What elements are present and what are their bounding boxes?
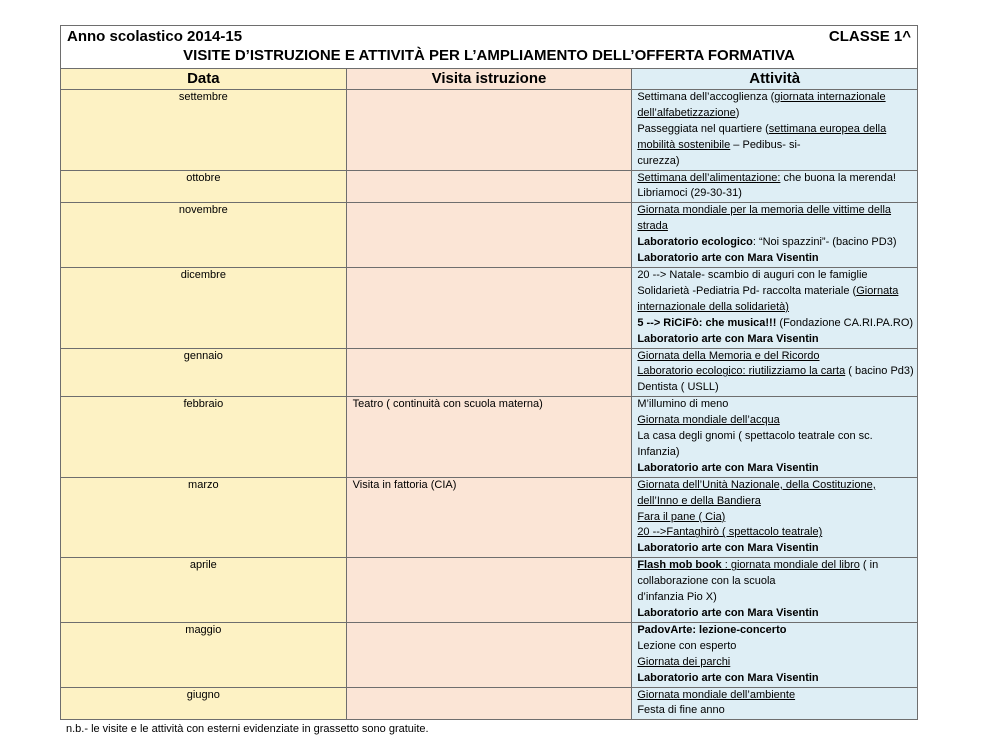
- activity-line: [637, 525, 914, 541]
- visit-cell: [346, 687, 632, 720]
- activity-line: [637, 478, 914, 510]
- month-cell: dicembre: [61, 267, 347, 348]
- activity-text: che buona la merenda!: [780, 171, 896, 184]
- activity-text: Giornata dei parchi: [637, 655, 731, 668]
- activity-line: [637, 541, 914, 557]
- footnote: n.b.- le visite e le attività con esterni evidenziate in grassetto sono gratuite.: [66, 723, 429, 736]
- activity-line: [637, 558, 914, 590]
- activity-text: (Fondazione CA.RI.PA.RO): [776, 316, 914, 329]
- activity-line: [637, 122, 914, 154]
- visit-cell: [346, 267, 632, 348]
- activity-line: [637, 623, 914, 639]
- activity-text: Festa di fine anno: [637, 704, 725, 717]
- programme-table: [60, 25, 918, 720]
- table-row: [61, 170, 918, 203]
- activity-line: [637, 671, 914, 687]
- activity-line: [637, 90, 914, 122]
- activity-line: [637, 154, 914, 170]
- activity-text: giornata internazionale dell’alfabetizzazione: [637, 91, 886, 119]
- month-cell: giugno: [61, 687, 347, 720]
- school-year: Anno scolastico 2014-15: [67, 28, 243, 45]
- activity-text: Libriamoci (29-30-31): [637, 187, 742, 200]
- activity-text: Solidarietà -Pediatria Pd- raccolta materiale (: [637, 284, 857, 297]
- activity-text: 20 --> Natale- scambio di auguri con le famiglie: [637, 268, 868, 281]
- activity-text: Laboratorio arte con Mara Visentin: [637, 461, 819, 474]
- document-title: VISITE D’ISTRUZIONE E ATTIVITÀ PER L’AMPLIAMENTO DELL’OFFERTA FORMATIVA: [183, 47, 795, 64]
- table-row: [61, 203, 918, 268]
- activity-line: [637, 429, 914, 461]
- activity-text: settimana europea della mobilità sostenibile: [637, 122, 887, 151]
- table-row: [61, 90, 918, 171]
- document-header: [61, 26, 918, 69]
- activity-line: [637, 461, 914, 477]
- activity-text: : “Noi spazzini”- (bacino PD3): [752, 236, 897, 249]
- activity-text: Passeggiata nel quartiere (: [637, 122, 769, 135]
- activity-text: : giornata mondiale del libro: [724, 559, 860, 572]
- activity-line: [637, 186, 914, 202]
- activity-line: [637, 171, 914, 187]
- activity-line: [637, 688, 914, 704]
- activity-line: [637, 510, 914, 526]
- activities-cell: [632, 687, 918, 720]
- activity-line: [637, 364, 914, 380]
- activity-text: Lezione con esperto: [637, 639, 737, 652]
- table-row: [61, 558, 918, 623]
- table-row: [61, 687, 918, 720]
- activity-text: Laboratorio arte con Mara Visentin: [637, 542, 819, 555]
- activity-line: [637, 349, 914, 365]
- month-cell: gennaio: [61, 348, 347, 397]
- table-row: [61, 622, 918, 687]
- month-cell: ottobre: [61, 170, 347, 203]
- activity-line: [637, 332, 914, 348]
- activity-text: Settimana dell’alimentazione:: [637, 171, 781, 184]
- activity-text: Giornata mondiale dell’ambiente: [637, 688, 796, 701]
- activity-line: [637, 380, 914, 396]
- activity-text: Laboratorio arte con Mara Visentin: [637, 252, 819, 265]
- activity-text: – Pedibus- si-: [730, 138, 801, 151]
- class-label: CLASSE 1^: [828, 28, 911, 45]
- activity-text: Settimana dell’accoglienza (: [637, 91, 775, 103]
- activity-text: La casa degli gnomi ( spettacolo teatrale con sc. Infanzia): [637, 430, 873, 458]
- activities-cell: [632, 267, 918, 348]
- activity-text: Giornata mondiale per la memoria delle vittime della strada: [637, 204, 892, 233]
- activity-line: [637, 413, 914, 429]
- month-cell: maggio: [61, 622, 347, 687]
- activity-text: Giornata mondiale dell’acqua: [637, 414, 780, 427]
- activity-text: Laboratorio ecologico: riutilizziamo la carta: [637, 365, 846, 378]
- activity-text: Giornata internazionale della solidarietà): [637, 284, 899, 313]
- activities-cell: [632, 622, 918, 687]
- visit-cell: [346, 622, 632, 687]
- month-cell: novembre: [61, 203, 347, 268]
- table-row: [61, 397, 918, 478]
- activity-text: Flash mob book: [637, 559, 725, 572]
- activity-text: Fara il pane ( Cia): [637, 510, 726, 523]
- month-cell: febbraio: [61, 397, 347, 478]
- header-top-line: [67, 28, 911, 46]
- visit-cell: [346, 348, 632, 397]
- activity-text: M’illumino di meno: [637, 398, 729, 411]
- activity-line: [637, 397, 914, 413]
- document-header-row: [61, 26, 918, 69]
- table-row: [61, 267, 918, 348]
- visit-cell: [346, 203, 632, 268]
- activity-text: ( bacino Pd3): [845, 365, 914, 378]
- activity-text: 20 -->Fantaghirò ( spettacolo teatrale): [637, 526, 823, 539]
- activities-cell: [632, 90, 918, 171]
- programme-document: [60, 25, 918, 736]
- column-header-visit: Visita istruzione: [346, 69, 632, 90]
- activity-line: [637, 251, 914, 267]
- month-cell: settembre: [61, 90, 347, 171]
- activity-line: [637, 284, 914, 316]
- month-cell: aprile: [61, 558, 347, 623]
- activity-text: curezza): [637, 154, 680, 167]
- activities-cell: [632, 397, 918, 478]
- activity-line: [637, 703, 914, 719]
- activity-line: [637, 235, 914, 251]
- activity-text: Giornata della Memoria e del Ricordo: [637, 349, 820, 362]
- activities-cell: [632, 170, 918, 203]
- programme-table-body: [61, 26, 918, 720]
- activity-line: [637, 203, 914, 235]
- activity-text: 5 --> RiCiFò: che musica!!!: [637, 316, 777, 329]
- activity-line: [637, 606, 914, 622]
- activity-text: Giornata dell’Unità Nazionale, della Costituzione, dell’Inno e della Bandiera: [637, 478, 876, 507]
- activity-line: [637, 316, 914, 332]
- activities-cell: [632, 477, 918, 558]
- visit-cell: Visita in fattoria (CIA): [346, 477, 632, 558]
- table-row: [61, 477, 918, 558]
- month-cell: marzo: [61, 477, 347, 558]
- visit-cell: [346, 558, 632, 623]
- activity-text: ): [735, 106, 740, 119]
- activity-text: d’infanzia Pio X): [637, 591, 717, 604]
- activity-line: [637, 639, 914, 655]
- activity-text: Laboratorio arte con Mara Visentin: [637, 332, 819, 345]
- activity-line: [637, 655, 914, 671]
- visit-cell: [346, 90, 632, 171]
- activities-cell: [632, 203, 918, 268]
- activity-text: Laboratorio arte con Mara Visentin: [637, 607, 819, 619]
- column-header-data: Data: [61, 69, 347, 90]
- activity-line: [637, 590, 914, 606]
- column-header-row: [61, 69, 918, 90]
- activity-line: [637, 268, 914, 284]
- activity-text: Laboratorio arte con Mara Visentin: [637, 671, 819, 684]
- activity-text: PadovArte: lezione-concerto: [637, 623, 787, 636]
- visit-cell: Teatro ( continuità con scuola materna): [346, 397, 632, 478]
- activities-cell: [632, 348, 918, 397]
- column-header-activities: Attività: [632, 69, 918, 90]
- table-row: [61, 348, 918, 397]
- visit-cell: [346, 170, 632, 203]
- activity-text: ( in collaborazione con la scuola: [637, 559, 879, 588]
- activity-text: Dentista ( USLL): [637, 381, 719, 394]
- activities-cell: [632, 558, 918, 623]
- activity-text: Laboratorio ecologico: [637, 236, 753, 249]
